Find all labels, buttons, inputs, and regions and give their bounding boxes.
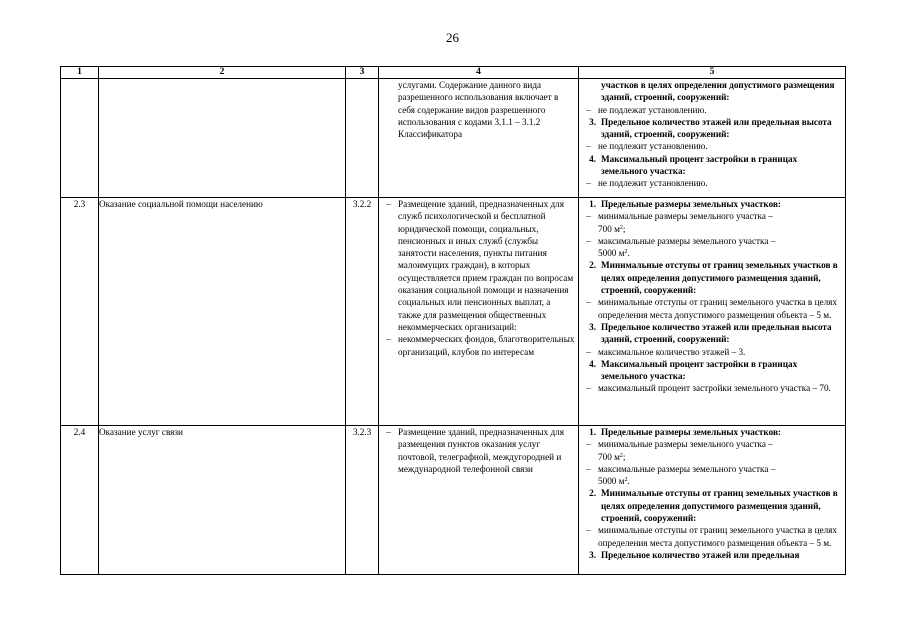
row-number-cell	[61, 79, 99, 198]
dash-bullet: –	[586, 525, 591, 536]
superscript: 2	[619, 224, 623, 231]
param-title: Максимальный процент застройки в границах земельного участка:	[601, 358, 798, 382]
punctuation: ;	[622, 223, 626, 234]
param-value: 5000 м	[598, 248, 625, 259]
dash-bullet: –	[386, 199, 391, 209]
col-header-1: 1	[61, 67, 99, 79]
param-number: 1.	[589, 199, 596, 209]
dash-bullet: –	[386, 427, 391, 437]
table-row	[61, 426, 846, 575]
row-description-cell	[379, 426, 579, 575]
col-header-2: 2	[99, 67, 346, 79]
dash-bullet: –	[586, 383, 591, 394]
dash-bullet: –	[586, 463, 591, 474]
param-item: минимальные размеры земельного участка –	[598, 211, 773, 222]
param-number: 3.	[589, 549, 596, 560]
page-number: 26	[446, 30, 459, 45]
land-use-table	[60, 66, 846, 575]
param-value: 700 м	[598, 223, 620, 234]
dash-bullet: –	[586, 439, 591, 450]
row-number-cell: 2.4	[61, 426, 99, 575]
row-code-cell	[346, 79, 379, 198]
param-title: участков в целях определения допустимого размещения зданий, строений, сооружений:	[601, 80, 835, 103]
param-title: Предельное количество этажей или предельная высота зданий, строений, сооружений:	[601, 321, 832, 345]
row-code-cell: 3.2.3	[346, 426, 379, 575]
punctuation: .	[627, 248, 630, 259]
row-description-cell	[379, 198, 579, 426]
dash-bullet: –	[586, 235, 591, 246]
param-item: минимальные размеры земельного участка –	[598, 439, 773, 450]
param-number: 2.	[589, 260, 596, 271]
row-parameters-cell	[579, 426, 846, 575]
param-title: Предельные размеры земельных участков:	[601, 199, 781, 209]
description-text: некоммерческих фондов, благотворительных организаций, клубов по интересам	[398, 334, 575, 357]
dash-bullet: –	[586, 104, 591, 115]
row-number-cell: 2.3	[61, 198, 99, 426]
row-name-cell: Оказание социальной помощи населению	[99, 198, 346, 426]
row-code-cell: 3.2.2	[346, 198, 379, 426]
dash-bullet: –	[586, 346, 591, 357]
col-header-3: 3	[346, 67, 379, 79]
description-text: Размещение зданий, предназначенных для размещения пунктов оказания услуг почтовой, телеграфной, междугородней и международной телефонной связи	[398, 427, 564, 474]
description-text: услугами. Содержание данного вида разрешенного использования включает в себя содержание видов разрешенного использования с кодами 3.1.1 – 3.1.2 Классификатора	[398, 80, 559, 140]
superscript: 2	[624, 477, 628, 484]
param-title: Минимальные отступы от границ земельных участков в целях определения допустимого размещения зданий, строений, сооружений:	[601, 260, 838, 296]
param-item: максимальные размеры земельного участка –	[598, 463, 776, 474]
table-row	[61, 79, 846, 198]
superscript: 2	[624, 249, 628, 256]
param-number: 2.	[589, 488, 596, 499]
param-title: Предельные размеры земельных участков:	[601, 427, 781, 437]
param-item: максимальный процент застройки земельного участка – 70.	[598, 383, 831, 394]
punctuation: .	[627, 476, 630, 487]
param-number: 1.	[589, 427, 596, 437]
row-description-cell	[379, 79, 579, 198]
param-number: 3.	[589, 116, 596, 127]
dash-bullet: –	[586, 297, 591, 308]
dash-bullet: –	[586, 211, 591, 222]
param-item: минимальные отступы от границ земельного участка в целях определения места допустимого размещения объекта – 5 м.	[598, 525, 837, 548]
dash-bullet: –	[386, 334, 391, 345]
param-item: не подлежит установлению.	[598, 178, 708, 189]
punctuation: ;	[622, 451, 626, 462]
param-number: 3.	[589, 321, 596, 332]
param-title: Предельное количество этажей или предельная	[601, 549, 800, 560]
dash-bullet: –	[586, 178, 591, 189]
superscript: 2	[619, 452, 623, 459]
param-number: 4.	[589, 153, 596, 164]
header-row	[61, 67, 846, 79]
col-header-5: 5	[579, 67, 846, 79]
param-value: 5000 м	[598, 476, 625, 487]
row-parameters-cell	[579, 79, 846, 198]
row-name-cell	[99, 79, 346, 198]
param-item: не подлежат установлению.	[598, 104, 707, 115]
param-item: максимальные размеры земельного участка –	[598, 235, 776, 246]
row-name-cell: Оказание услуг связи	[99, 426, 346, 575]
param-value: 700 м	[598, 451, 620, 462]
col-header-4: 4	[379, 67, 579, 79]
dash-bullet: –	[586, 141, 591, 152]
table-row	[61, 198, 846, 426]
description-text: Размещение зданий, предназначенных для служб психологической и бесплатной юридической помощи, социальных, пенсионных и иных служб (службы занятости населения, пункты питания малоимущих граждан), в которых осуществляется прием граждан по вопросам оказания социальной помощи и назначения социальных или пенсионных выплат, а также для размещения общественных некоммерческих организаций:	[398, 199, 574, 332]
param-title: Минимальные отступы от границ земельных участков в целях определения допустимого размещения зданий, строений, сооружений:	[601, 488, 838, 524]
param-title: Предельное количество этажей или предельная высота зданий, строений, сооружений:	[601, 116, 832, 140]
row-parameters-cell	[579, 198, 846, 426]
param-title: Максимальный процент застройки в границах земельного участка:	[601, 153, 798, 177]
param-item: максимальное количество этажей – 3.	[598, 346, 746, 357]
param-item: не подлежит установлению.	[598, 141, 708, 152]
param-item: минимальные отступы от границ земельного участка в целях определения места допустимого размещения объекта – 5 м.	[598, 297, 837, 320]
param-number: 4.	[589, 358, 596, 369]
